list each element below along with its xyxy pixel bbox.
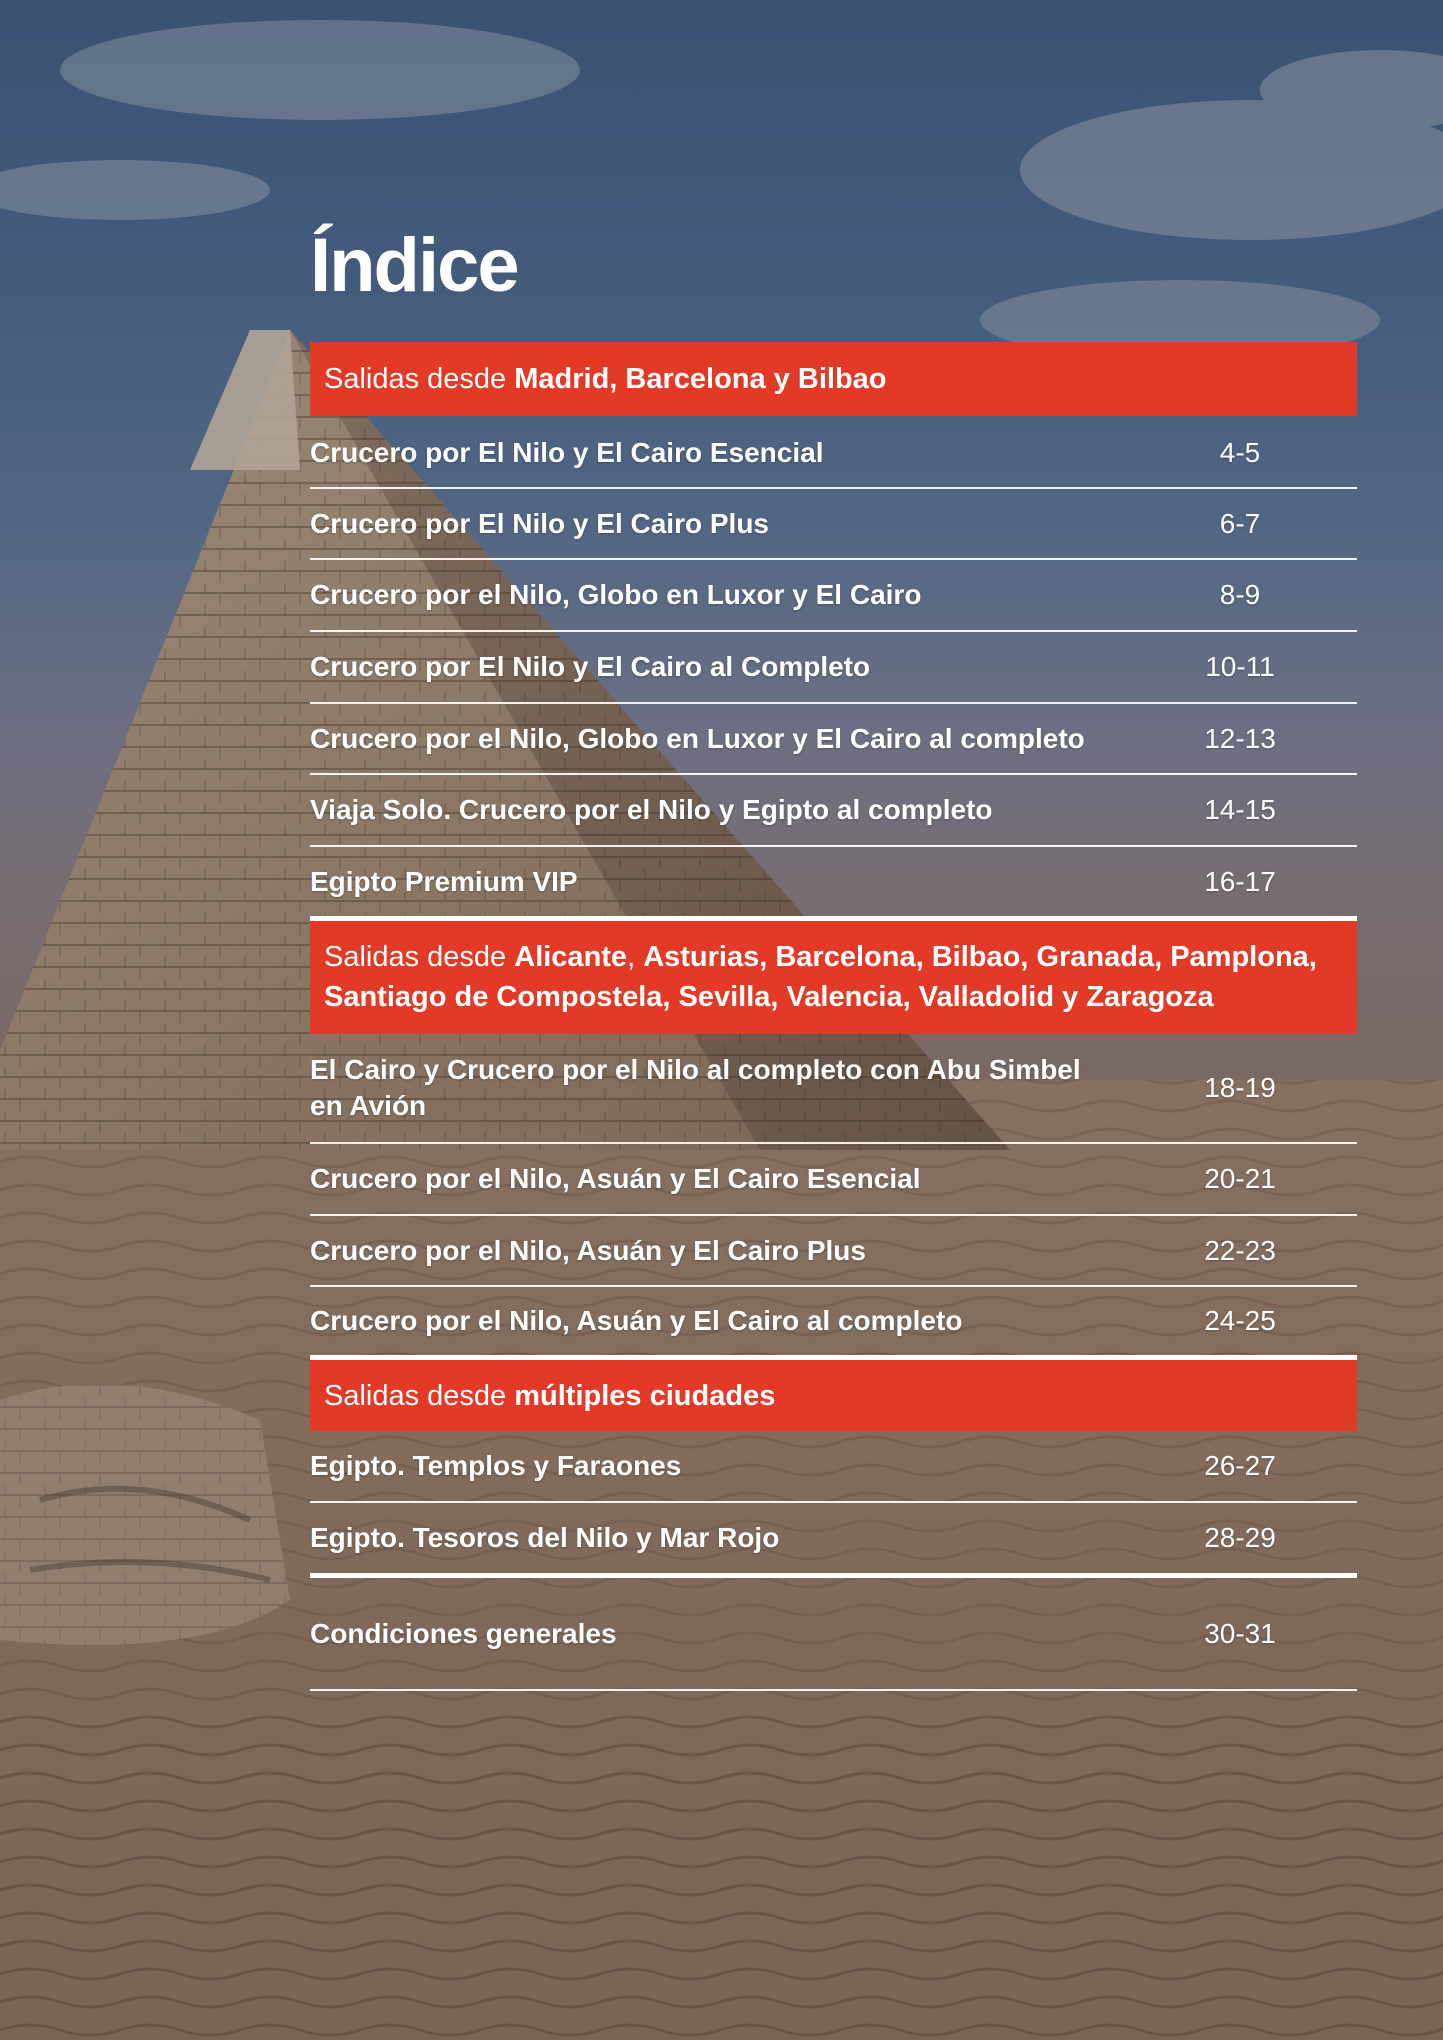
section-cities: múltiples ciudades: [514, 1379, 776, 1412]
section-comma: ,: [627, 941, 636, 973]
toc-pages: 24-25: [1204, 1305, 1276, 1336]
toc-row[interactable]: [310, 1287, 1357, 1360]
toc-title: Viaja Solo. Crucero por el Nilo y Egipto al completo: [310, 794, 993, 825]
section-prefix: Salidas desde: [324, 941, 507, 973]
toc-row[interactable]: [310, 489, 1357, 560]
toc-row[interactable]: [310, 1144, 1357, 1216]
toc-row[interactable]: [310, 560, 1357, 632]
toc-row[interactable]: [310, 1216, 1357, 1287]
toc-title: Egipto. Templos y Faraones: [310, 1450, 682, 1481]
toc-row[interactable]: [310, 1431, 1357, 1503]
desert-sand-illustration: [0, 1700, 1443, 2040]
toc-pages: 26-27: [1204, 1450, 1276, 1481]
toc-row-conditions[interactable]: [310, 1578, 1357, 1691]
toc-title: Crucero por El Nilo y El Cairo Plus: [310, 507, 769, 539]
toc-pages: 22-23: [1204, 1234, 1276, 1266]
section-prefix: Salidas desde: [324, 363, 507, 395]
toc-row[interactable]: [310, 632, 1357, 704]
toc-pages: 30-31: [1204, 1617, 1276, 1649]
section-header-multiple: [310, 1360, 1357, 1431]
toc-pages: 20-21: [1204, 1163, 1276, 1194]
toc-pages: 18-19: [1204, 1072, 1276, 1103]
toc-title: Crucero por el Nilo, Asuán y El Cairo Plus: [310, 1234, 866, 1266]
section-header-multi-cities: [310, 921, 1357, 1034]
toc-pages: 28-29: [1204, 1522, 1276, 1553]
section-cities-a: Alicante: [514, 941, 628, 973]
toc-row[interactable]: [310, 704, 1357, 775]
toc-title: Crucero por El Nilo y El Cairo Esencial: [310, 436, 824, 468]
section-cities-b: Asturias, Barcelona, Bilbao, Granada, Pamplona,: [643, 941, 1317, 973]
toc-pages: 12-13: [1204, 722, 1276, 754]
section-header-madrid: [310, 342, 1357, 416]
toc-title: Crucero por el Nilo, Asuán y El Cairo al completo: [310, 1305, 963, 1336]
toc-pages: 14-15: [1204, 794, 1276, 825]
toc-title: Crucero por el Nilo, Globo en Luxor y El Cairo al completo: [310, 722, 1085, 754]
toc-row[interactable]: [310, 775, 1357, 847]
section-prefix: Salidas desde: [324, 1379, 507, 1412]
toc-row[interactable]: [310, 1503, 1357, 1578]
page-title: Índice: [310, 223, 518, 308]
toc-title: Condiciones generales: [310, 1617, 617, 1649]
toc-title: Crucero por el Nilo, Asuán y El Cairo Esencial: [310, 1163, 921, 1194]
section-cities-line2: Santiago de Compostela, Sevilla, Valencia, Valladolid y Zaragoza: [324, 981, 1214, 1013]
section-cities: Madrid, Barcelona y Bilbao: [514, 363, 887, 395]
toc-pages: 16-17: [1204, 865, 1276, 897]
toc-row[interactable]: [310, 418, 1357, 489]
toc-pages: 10-11: [1205, 651, 1275, 682]
toc-pages: 6-7: [1219, 507, 1261, 539]
toc-row[interactable]: [310, 847, 1357, 921]
toc-pages: 4-5: [1219, 436, 1261, 468]
toc-title: Egipto. Tesoros del Nilo y Mar Rojo: [310, 1522, 780, 1553]
toc-title: El Cairo y Crucero por el Nilo al completo con Abu Simbel en Avión: [310, 1054, 1081, 1121]
toc-pages: 8-9: [1219, 579, 1261, 610]
toc-title: Egipto Premium VIP: [310, 865, 578, 897]
toc-row[interactable]: [310, 1034, 1357, 1144]
toc-title: Crucero por El Nilo y El Cairo al Completo: [310, 651, 871, 682]
toc-title: Crucero por el Nilo, Globo en Luxor y El Cairo: [310, 579, 922, 610]
